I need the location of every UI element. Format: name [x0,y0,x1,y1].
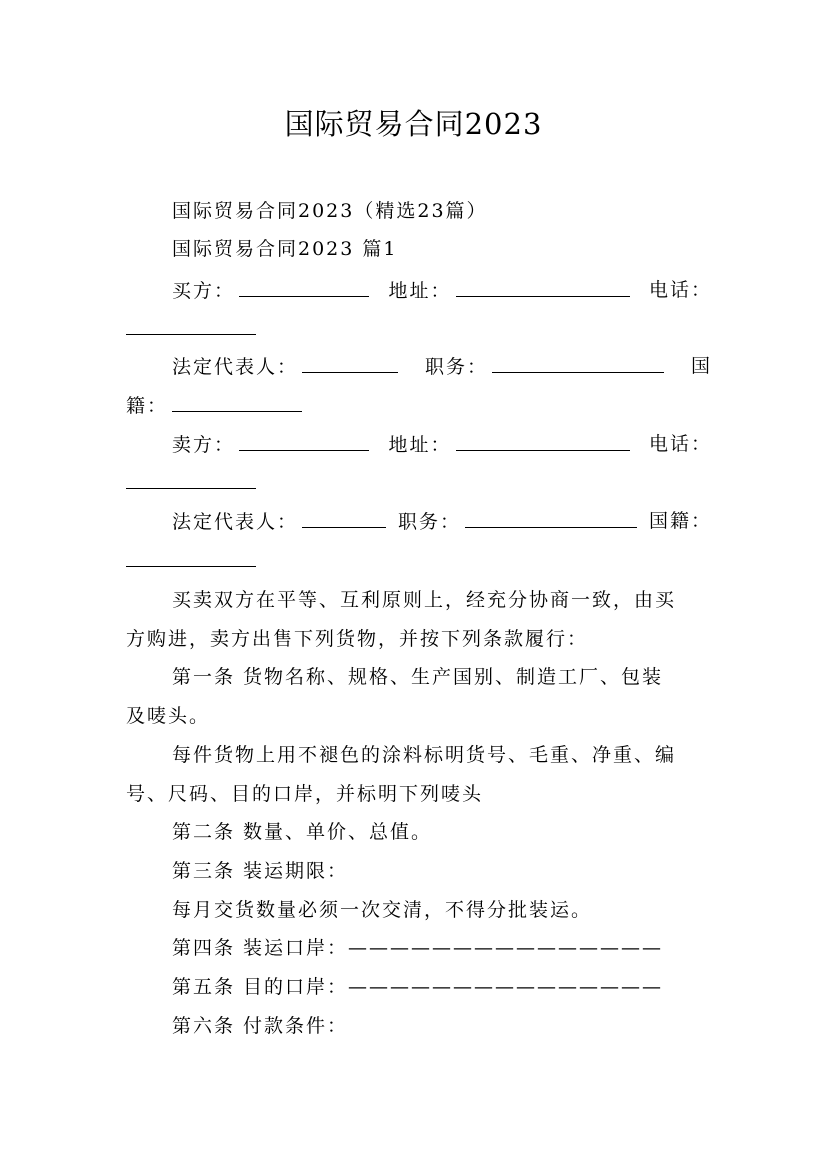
buyer-row [172,278,712,303]
legal-rep-label: 法定代表人： [172,356,299,378]
article-1: 第一条 货物名称、规格、生产国别、制造工厂、包装 [172,666,664,688]
seller-nationality-blank-row [126,548,706,573]
paragraph-line: 买卖双方在平等、互利原则上，经充分协商一致，由买 [172,589,677,611]
phone-label: 电话： [648,279,712,301]
buyer-label: 买方： [172,280,236,302]
seller-position-label: 职务： [397,511,461,533]
address-label: 地址： [388,280,452,302]
article-1-cont: 及唛头。 [126,705,211,727]
seller-phone-blank [126,470,256,489]
nation-label-cont: 籍： [126,395,169,417]
article-4: 第四条 装运口岸：——————————————— [172,937,664,959]
seller-nationality-blank [126,548,256,567]
legal-rep-blank [302,354,398,373]
phone-blank [126,316,256,335]
seller-address-label: 地址： [388,434,452,456]
article-6: 第六条 付款条件： [172,1015,349,1037]
seller-position-blank [465,509,637,528]
paragraph-line: 每月交货数量必须一次交清，不得分批装运。 [172,899,593,921]
nationality-blank [172,393,302,412]
seller-phone-label: 电话： [648,433,712,455]
address-blank [456,278,630,297]
phone-blank-row [126,316,706,341]
buyer-blank [239,278,369,297]
article-3: 第三条 装运期限： [172,860,349,882]
page-title: 国际贸易合同2023 [284,107,543,141]
nationality-row [126,393,706,418]
section-heading: 国际贸易合同2023 篇1 [172,238,398,260]
article-2: 第二条 数量、单价、总值。 [172,821,433,843]
position-label: 职务： [424,356,488,378]
position-blank [492,354,664,373]
nation-label: 国 [690,355,712,377]
legal-rep-row [172,354,712,379]
seller-row [172,432,712,457]
seller-address-blank [456,432,630,451]
paragraph-line: 方购进，卖方出售下列货物，并按下列条款履行： [126,628,589,650]
seller-blank [239,432,369,451]
seller-legal-rep-row [172,509,712,534]
seller-label: 卖方： [172,434,236,456]
seller-nationality-label: 国籍： [648,510,712,532]
seller-legal-rep-label: 法定代表人： [172,511,299,533]
seller-phone-blank-row [126,470,706,495]
seller-legal-rep-blank [302,509,386,528]
paragraph-line: 每件货物上用不褪色的涂料标明货号、毛重、净重、编 [172,744,677,766]
article-5: 第五条 目的口岸：——————————————— [172,976,664,998]
paragraph-line: 号、尺码、目的口岸，并标明下列唛头 [126,783,484,805]
subtitle-line: 国际贸易合同2023（精选23篇） [172,200,488,222]
